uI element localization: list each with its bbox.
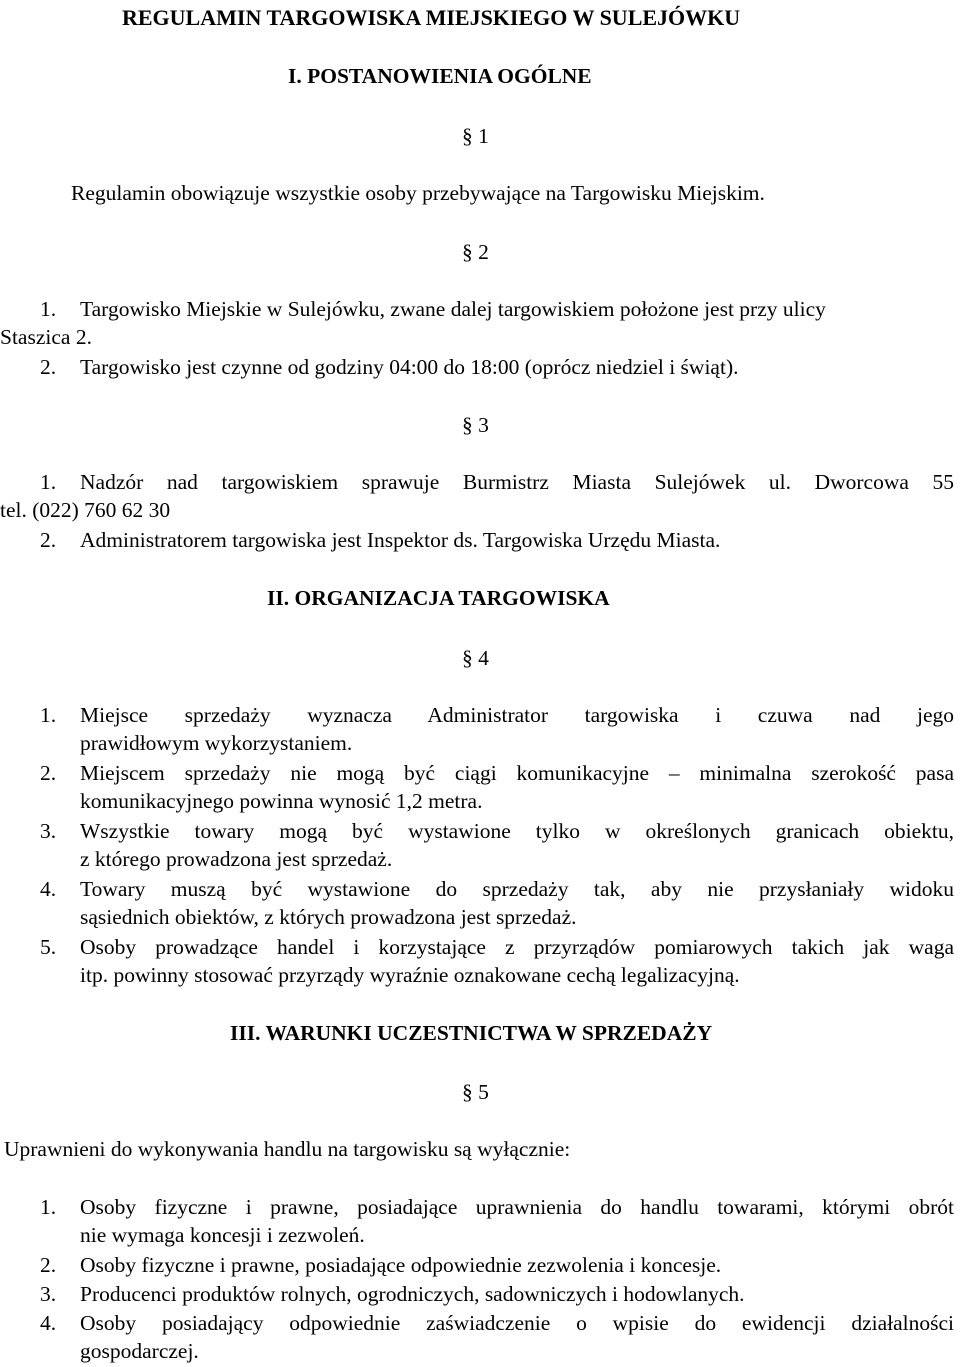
document-title: REGULAMIN TARGOWISKA MIEJSKIEGO W SULEJÓWKU <box>122 5 741 30</box>
list-item-number: 4. <box>40 877 57 901</box>
chapter-heading-3: III. WARUNKI UCZESTNICTWA W SPRZEDAŻY <box>230 1021 713 1045</box>
list-item <box>0 468 956 524</box>
section-heading-2: § 2 <box>462 240 489 264</box>
list-item-line: Osoby prowadzące handel i korzystające z przyrządów pomiarowych takich jak waga <box>80 935 954 959</box>
list-item-number: 4. <box>40 1311 57 1335</box>
list-item <box>80 1251 956 1279</box>
section-heading-4: § 4 <box>462 646 489 670</box>
list-item-line: Miejsce sprzedaży wyznacza Administrator targowiska i czuwa nad jego <box>80 703 954 727</box>
chapter-heading-2: II. ORGANIZACJA TARGOWISKA <box>267 586 610 610</box>
list-item-number: 2. <box>40 528 57 552</box>
list-item-line: gospodarczej. <box>80 1339 199 1363</box>
list-item-line: Targowisko Miejskie w Sulejówku, zwane dalej targowiskiem położone jest przy ulicy <box>80 297 826 321</box>
list-item <box>80 1309 956 1365</box>
list-item-line: z którego prowadzona jest sprzedaż. <box>80 847 393 871</box>
list-item-line: Osoby posiadający odpowiednie zaświadczenie o wpisie do ewidencji działalności <box>80 1311 954 1335</box>
list-item <box>0 295 956 351</box>
list-item-line: Towary muszą być wystawione do sprzedaży tak, aby nie przysłaniały widoku <box>80 877 954 901</box>
list-item-number: 1. <box>40 470 57 494</box>
list-item <box>80 1280 956 1308</box>
list-item-number: 1. <box>40 297 57 321</box>
section-heading-3: § 3 <box>462 413 489 437</box>
list-item-number: 2. <box>40 761 57 785</box>
list-item-line: Miejscem sprzedaży nie mogą być ciągi komunikacyjne – minimalna szerokość pasa <box>80 761 954 785</box>
list-item <box>80 353 956 381</box>
list-item-line: tel. (022) 760 62 30 <box>0 498 171 522</box>
list-item-line: Osoby fizyczne i prawne, posiadające uprawnienia do handlu towarami, którymi obrót <box>80 1195 954 1219</box>
list-item <box>80 526 956 554</box>
list-item-number: 2. <box>40 1253 57 1277</box>
list-item <box>80 759 956 815</box>
list-item-number: 3. <box>40 1282 57 1306</box>
list-item-number: 5. <box>40 935 57 959</box>
list-item <box>80 1193 956 1249</box>
list-item <box>80 933 956 989</box>
list-item-line: sąsiednich obiektów, z których prowadzona jest sprzedaż. <box>80 905 577 929</box>
section-heading-1: § 1 <box>462 124 489 148</box>
list-item-line: Wszystkie towary mogą być wystawione tylko w określonych granicach obiektu, <box>80 819 954 843</box>
list-item-line: Producenci produktów rolnych, ogrodniczych, sadowniczych i hodowlanych. <box>80 1282 745 1306</box>
list-item-line: Administratorem targowiska jest Inspektor ds. Targowiska Urzędu Miasta. <box>80 528 721 552</box>
list-item <box>80 817 956 873</box>
section-1-text: Regulamin obowiązuje wszystkie osoby przebywające na Targowisku Miejskim. <box>71 181 765 205</box>
list-item-line: nie wymaga koncesji i zezwoleń. <box>80 1223 365 1247</box>
list-item-line: komunikacyjnego powinna wynosić 1,2 metra. <box>80 789 483 813</box>
chapter-heading-1: I. POSTANOWIENIA OGÓLNE <box>288 64 592 88</box>
list-item-number: 1. <box>40 703 57 727</box>
list-item <box>80 701 956 757</box>
list-item-line: Nadzór nad targowiskiem sprawuje Burmistrz Miasta Sulejówek ul. Dworcowa 55 <box>80 470 954 494</box>
list-item-line: itp. powinny stosować przyrządy wyraźnie oznakowane cechą legalizacyjną. <box>80 963 740 987</box>
list-item-number: 1. <box>40 1195 57 1219</box>
list-item-line: prawidłowym wykorzystaniem. <box>80 731 353 755</box>
list-item-line: Osoby fizyczne i prawne, posiadające odpowiednie zezwolenia i koncesje. <box>80 1253 722 1277</box>
section-heading-5: § 5 <box>462 1080 489 1104</box>
list-item <box>80 875 956 931</box>
list-item-number: 2. <box>40 355 57 379</box>
list-item-line: Targowisko jest czynne od godziny 04:00 do 18:00 (oprócz niedziel i świąt). <box>80 355 739 379</box>
list-item-line: Staszica 2. <box>0 325 92 349</box>
section-5-intro: Uprawnieni do wykonywania handlu na targowisku są wyłącznie: <box>4 1137 571 1161</box>
list-item-number: 3. <box>40 819 57 843</box>
